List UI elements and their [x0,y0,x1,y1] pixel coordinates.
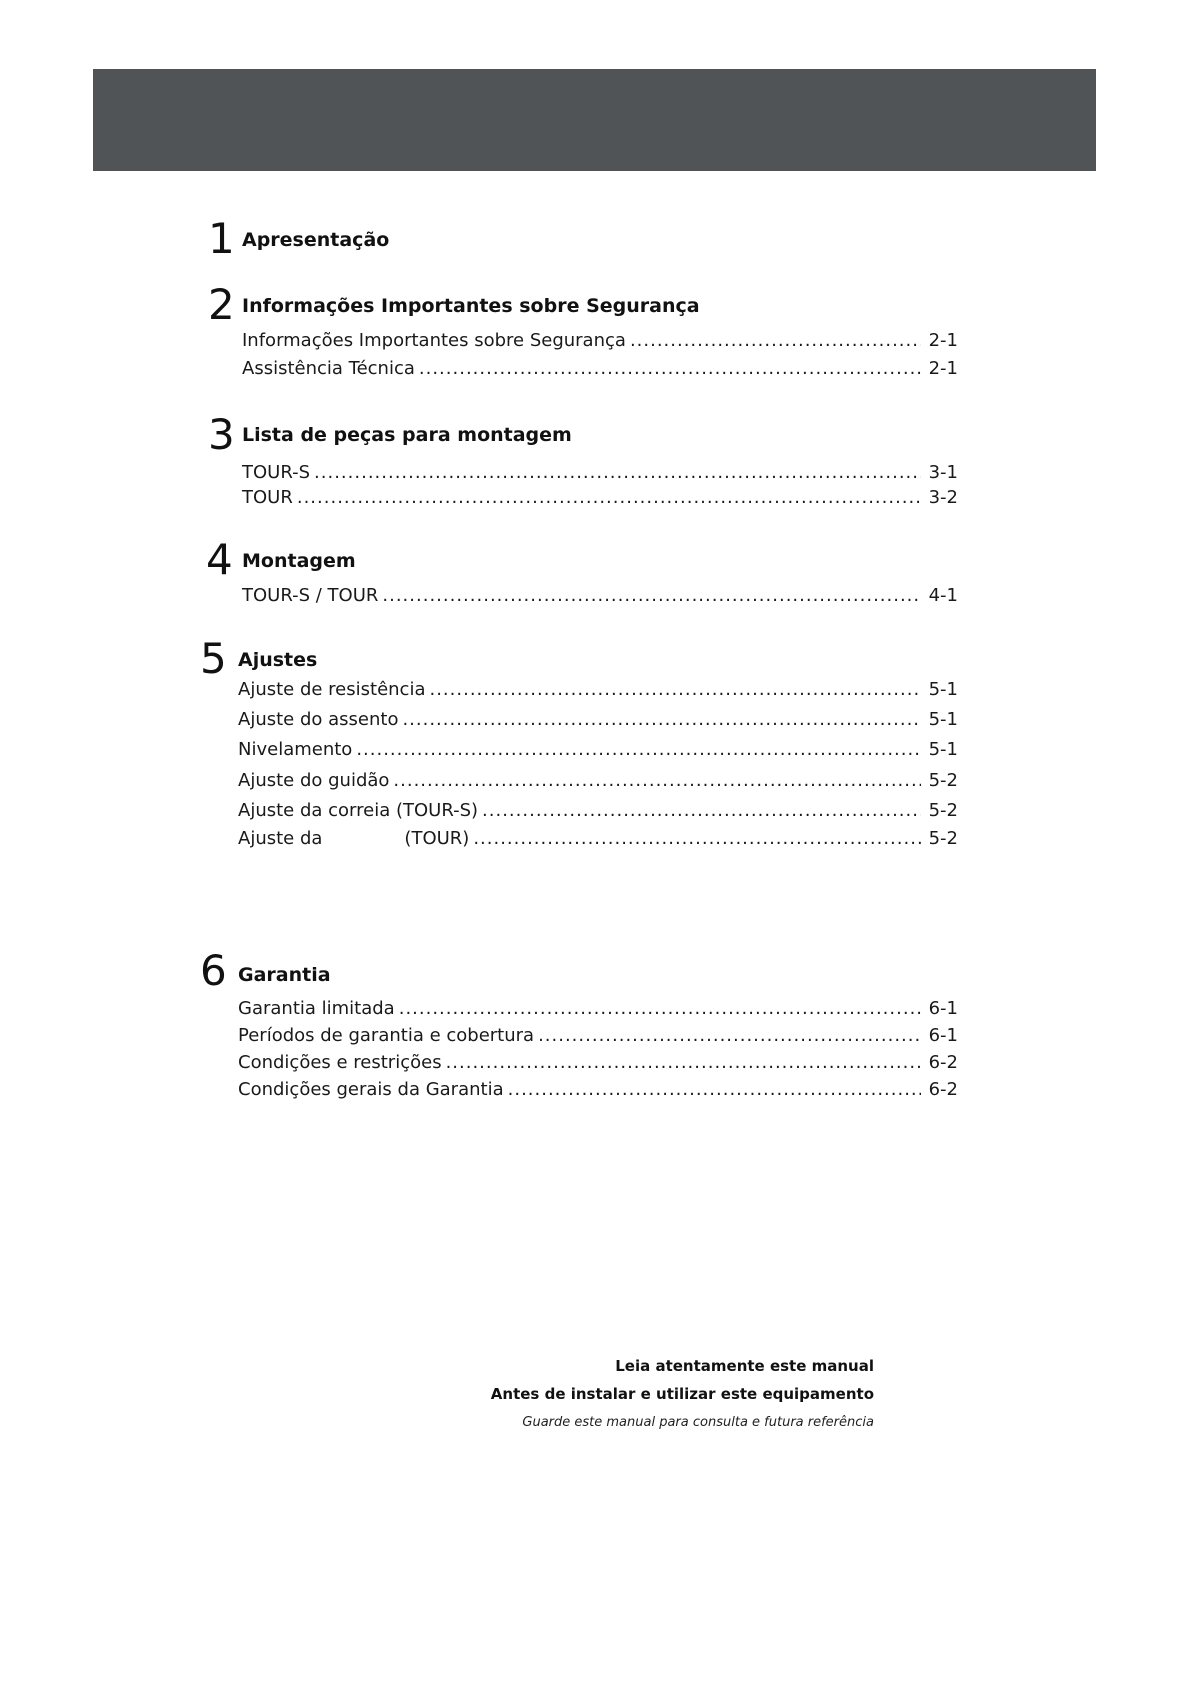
section-number: 1 [208,214,235,263]
footer-line-keep-manual: Guarde este manual para consulta e futura referência [522,1415,874,1430]
toc-entry-label-part: Ajuste da [238,828,323,849]
toc-entry[interactable] [238,799,958,823]
toc-entry[interactable] [238,997,958,1021]
section-title: Garantia [238,964,331,986]
leader-dots [399,997,921,1021]
toc-entry-label: Garantia limitada [238,998,395,1019]
leader-dots [446,1051,921,1075]
toc-entry-page: 6-1 [928,998,958,1019]
section-title: Apresentação [242,229,390,251]
footer-line-read-manual: Leia atentamente este manual [615,1357,874,1375]
section-title: Montagem [242,550,356,572]
footer-line-before-install: Antes de instalar e utilizar este equipamento [490,1385,874,1403]
toc-entry[interactable] [242,357,958,381]
section-number: 5 [200,634,227,683]
toc-entry-label: TOUR [242,487,293,508]
leader-dots [429,678,920,702]
toc-entry-label: TOUR-S [242,462,311,483]
toc-entry[interactable] [238,678,958,702]
toc-entry-label: Ajuste de resistência [238,679,426,700]
leader-dots [508,1078,921,1102]
section-number: 6 [200,946,227,995]
toc-entry-label-part: (TOUR) [404,828,470,849]
toc-entry-page: 5-2 [928,828,958,849]
toc-entry[interactable] [238,769,958,793]
section-title: Informações Importantes sobre Segurança [242,295,700,317]
toc-entry[interactable] [238,708,958,732]
leader-dots [630,329,921,353]
footer-note [491,1356,874,1432]
toc-entry-label: Condições gerais da Garantia [238,1079,504,1100]
toc-entry-label: Ajuste do assento [238,709,399,730]
toc-entry-page: 2-1 [928,330,958,351]
leader-dots [402,708,920,732]
toc-entry-label: Assistência Técnica [242,358,415,379]
toc-entry-page: 5-1 [928,679,958,700]
leader-dots [382,584,920,608]
leader-dots [356,738,920,762]
toc-entry-page: 4-1 [928,585,958,606]
toc-entry-page: 5-1 [928,739,958,760]
toc-entry-page: 5-2 [928,770,958,791]
toc-entry-page: 5-2 [928,800,958,821]
toc-entry-label: Condições e restrições [238,1052,442,1073]
toc-entry[interactable] [238,738,958,762]
toc-entry-label: Informações Importantes sobre Segurança [242,330,626,351]
toc-entry-label: Ajuste do guidão [238,770,390,791]
toc-entry-label: Nivelamento [238,739,353,760]
toc-entry[interactable] [238,1078,958,1102]
section-title: Lista de peças para montagem [242,424,572,446]
leader-dots [314,461,921,485]
toc-entry[interactable] [242,584,958,608]
toc-entry-label [238,827,473,851]
section-number: 2 [208,280,235,329]
toc-entry-page: 6-1 [928,1025,958,1046]
toc-entry[interactable] [242,329,958,353]
toc-entry[interactable] [238,827,958,851]
toc-entry[interactable] [242,461,958,485]
toc-entry[interactable] [238,1024,958,1048]
leader-dots [297,486,921,510]
section-title: Ajustes [238,649,318,671]
leader-dots [473,827,920,851]
header-bar [93,69,1096,171]
toc-entry-page: 5-1 [928,709,958,730]
toc-entry-label: Ajuste da correia (TOUR-S) [238,800,479,821]
section-number: 3 [208,410,235,459]
toc-entry-page: 6-2 [928,1079,958,1100]
toc-entry-page: 6-2 [928,1052,958,1073]
leader-dots [419,357,921,381]
leader-dots [482,799,921,823]
leader-dots [538,1024,921,1048]
toc-entry-label: TOUR-S / TOUR [242,585,379,606]
toc-entry-label: Períodos de garantia e cobertura [238,1025,535,1046]
toc-entry-page: 3-2 [928,487,958,508]
leader-dots [393,769,920,793]
section-number: 4 [206,535,233,584]
toc-entry[interactable] [242,486,958,510]
toc-entry[interactable] [238,1051,958,1075]
toc-entry-page: 3-1 [928,462,958,483]
toc-entry-page: 2-1 [928,358,958,379]
